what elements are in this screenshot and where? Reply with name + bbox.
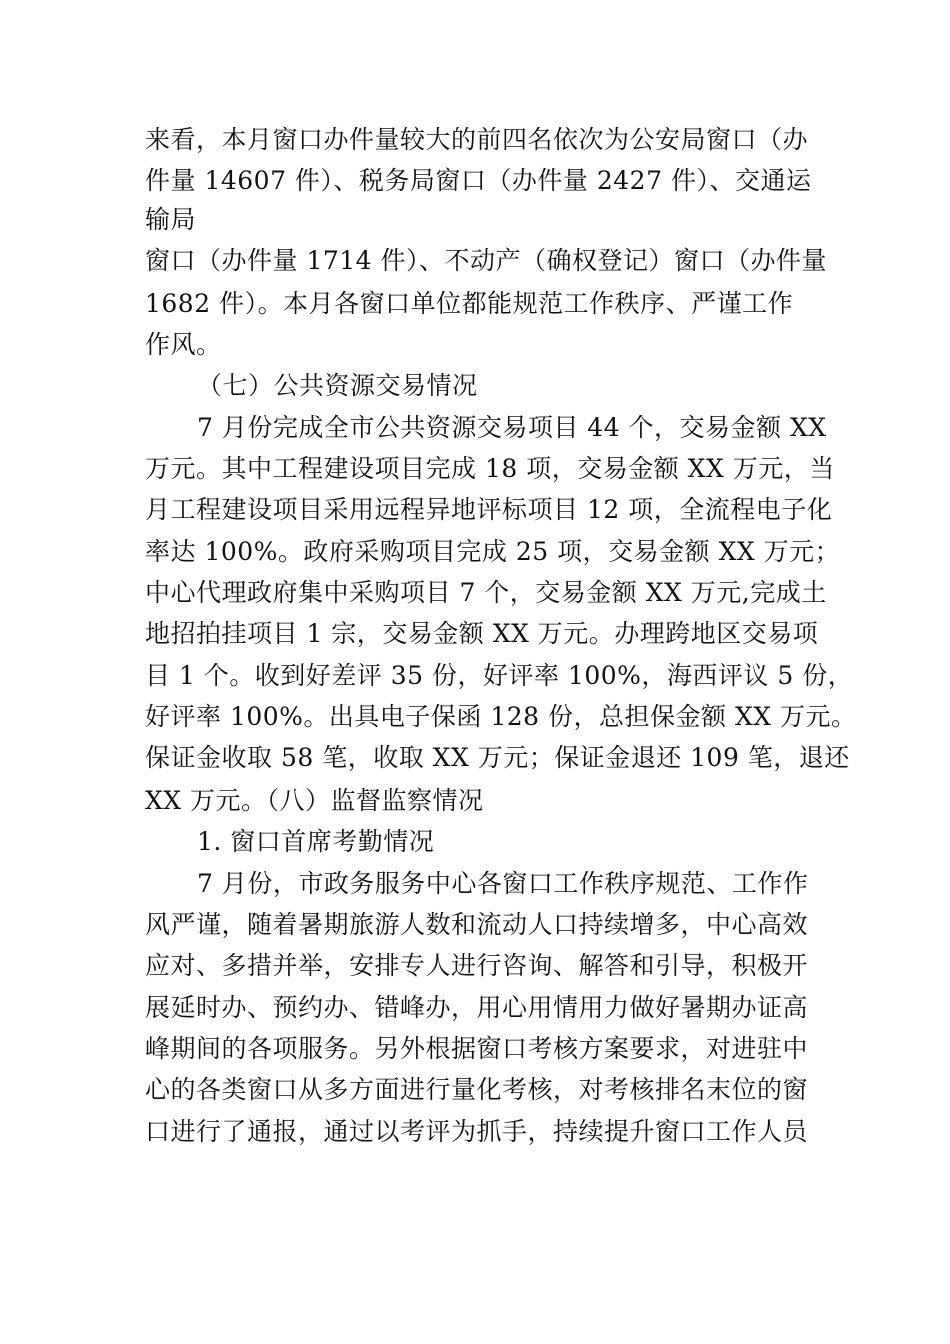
paragraph-line: 输局 xyxy=(145,205,197,234)
paragraph-line: 好评率 100%。出具电子保函 128 份，总担保金额 XX 万元。 xyxy=(145,702,857,731)
paragraph-line: 万元。其中工程建设项目完成 18 项，交易金额 XX 万元，当 xyxy=(145,454,835,483)
paragraph-line: 月工程建设项目采用远程异地评标项目 12 项，全流程电子化 xyxy=(145,495,833,524)
paragraph-line: 来看，本月窗口办件量较大的前四名依次为公安局窗口（办 xyxy=(145,125,809,154)
paragraph-line: 中心代理政府集中采购项目 7 个，交易金额 XX 万元,完成土 xyxy=(145,578,827,607)
paragraph-line: 窗口（办件量 1714 件）、不动产（确权登记）窗口（办件量 xyxy=(145,246,828,275)
section-heading: （七）公共资源交易情况 xyxy=(197,371,478,400)
paragraph-line: 展延时办、预约办、错峰办，用心用情用力做好暑期办证高 xyxy=(145,993,809,1022)
paragraph-line: 峰期间的各项服务。另外根据窗口考核方案要求，对进驻中 xyxy=(145,1034,809,1063)
paragraph-line: 应对、多措并举，安排专人进行咨询、解答和引导，积极开 xyxy=(145,951,809,980)
paragraph-line: 件量 14607 件）、税务局窗口（办件量 2427 件）、交通运 xyxy=(145,166,812,195)
paragraph-line: 地招拍挂项目 1 宗，交易金额 XX 万元。办理跨地区交易项 xyxy=(145,619,819,648)
paragraph-line: XX 万元。（八）监督监察情况 xyxy=(145,786,484,815)
paragraph-line: 7 月份，市政务服务中心各窗口工作秩序规范、工作作 xyxy=(197,869,809,898)
paragraph-line: 1682 件）。本月各窗口单位都能规范工作秩序、严谨工作 xyxy=(145,289,794,318)
paragraph-line: 心的各类窗口从多方面进行量化考核，对考核排名末位的窗 xyxy=(145,1075,809,1104)
paragraph-line: 风严谨，随着暑期旅游人数和流动人口持续增多，中心高效 xyxy=(145,910,809,939)
paragraph-line: 口进行了通报，通过以考评为抓手，持续提升窗口工作人员 xyxy=(145,1117,809,1146)
paragraph-line: 保证金收取 58 笔，收取 XX 万元；保证金退还 109 笔，退还 xyxy=(145,743,850,772)
paragraph-line: 作风。 xyxy=(145,330,222,359)
paragraph-line: 7 月份完成全市公共资源交易项目 44 个，交易金额 XX xyxy=(197,413,827,442)
paragraph-line: 目 1 个。收到好差评 35 份，好评率 100%，海西评议 5 份， xyxy=(145,661,854,690)
subsection-heading: 1. 窗口首席考勤情况 xyxy=(197,827,435,856)
paragraph-line: 率达 100%。政府采购项目完成 25 项，交易金额 XX 万元； xyxy=(145,537,841,566)
